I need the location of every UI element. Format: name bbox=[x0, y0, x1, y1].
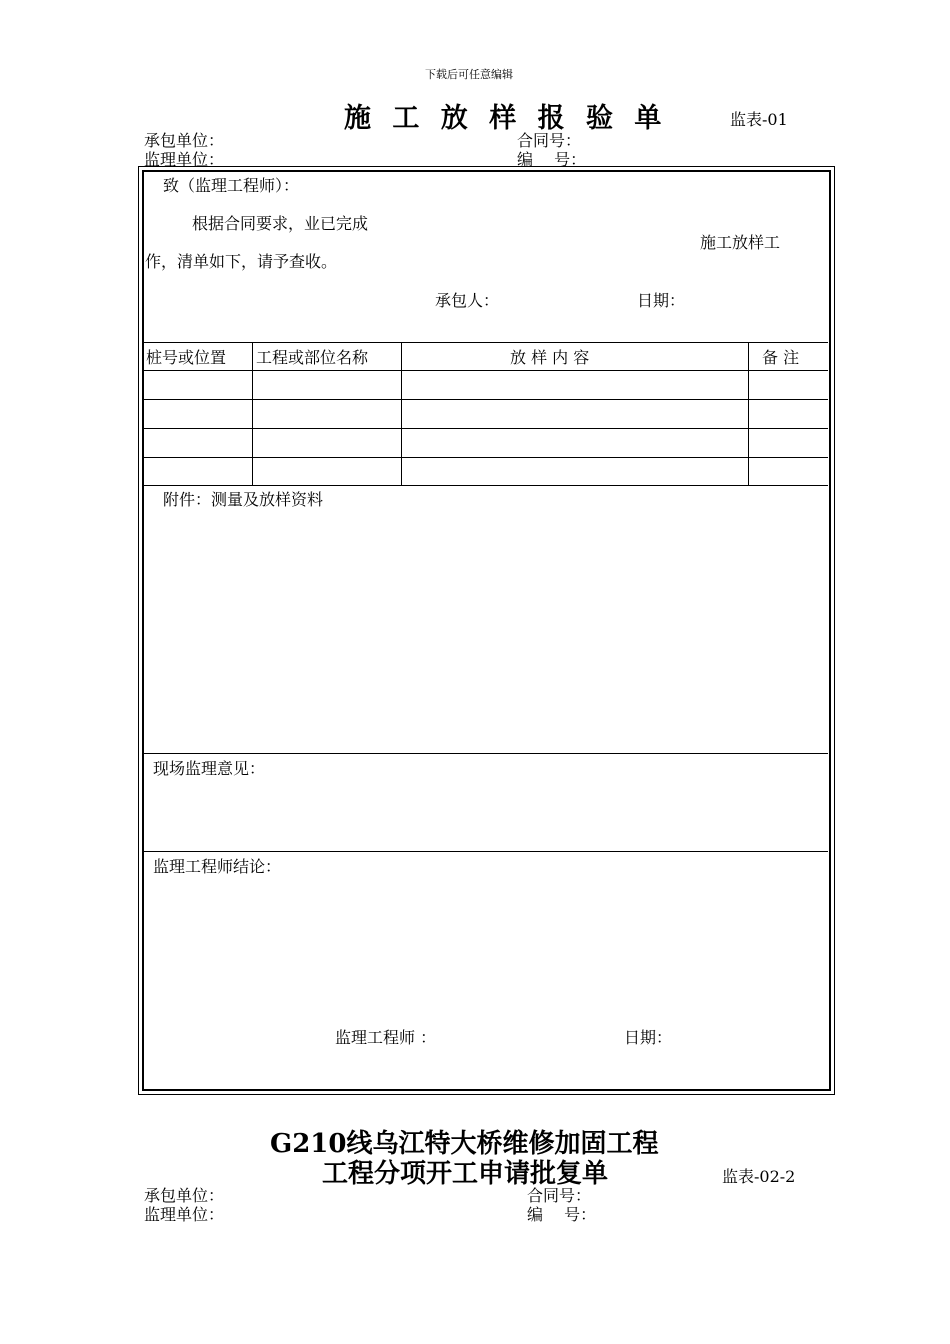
supervisor-label: 监理单位： bbox=[144, 150, 225, 169]
table-bottom-rule bbox=[144, 485, 828, 486]
header-work-name: 工程或部位名称 bbox=[256, 348, 369, 367]
form-title: 施 工 放 样 报 验 单 bbox=[344, 103, 668, 134]
body-text-line1: 根据合同要求，业已完成 bbox=[192, 214, 369, 233]
section-rule bbox=[144, 851, 828, 852]
body-text-line2: 作，清单如下，请予查收。 bbox=[145, 252, 338, 271]
table-row-rule bbox=[144, 399, 828, 400]
body-text-right: 施工放样工 bbox=[700, 233, 781, 252]
site-opinion-label: 现场监理意见： bbox=[153, 759, 266, 778]
serial-no-label: 编 号： bbox=[517, 150, 587, 169]
contractor-label: 承包单位： bbox=[144, 131, 225, 150]
form2-title-line2: 工程分项开工申请批复单 bbox=[322, 1159, 609, 1189]
header-layout-content: 放 样 内 容 bbox=[510, 348, 590, 367]
table-row-rule bbox=[144, 457, 828, 458]
table-column-rule bbox=[252, 342, 253, 485]
contractor-sign-label: 承包人： bbox=[435, 291, 500, 310]
table-top-rule bbox=[144, 342, 828, 343]
form2-title-line1: G210线乌江特大桥维修加固工程 bbox=[270, 1129, 659, 1159]
contract-no-label: 合同号： bbox=[517, 131, 582, 150]
form2-code: 监表-02-2 bbox=[722, 1167, 796, 1186]
date-label-2: 日期： bbox=[624, 1028, 673, 1047]
table-column-rule bbox=[401, 342, 402, 485]
form2-serial-no-label: 编 号： bbox=[527, 1205, 597, 1224]
to-engineer-line: 致（监理工程师）： bbox=[163, 176, 300, 195]
table-row-rule bbox=[144, 428, 828, 429]
download-note: 下载后可任意编辑 bbox=[425, 68, 513, 81]
header-station: 桩号或位置 bbox=[146, 348, 227, 367]
form2-supervisor-label: 监理单位： bbox=[144, 1205, 225, 1224]
form-code: 监表-01 bbox=[730, 110, 788, 129]
table-row-rule bbox=[144, 370, 828, 371]
engineer-sign-label: 监理工程师 ： bbox=[335, 1028, 437, 1047]
form2-contractor-label: 承包单位： bbox=[144, 1186, 225, 1205]
section-rule bbox=[144, 753, 828, 754]
form2-contract-no-label: 合同号： bbox=[527, 1186, 592, 1205]
date-label: 日期： bbox=[637, 291, 686, 310]
engineer-conclusion-label: 监理工程师结论： bbox=[153, 857, 282, 876]
header-remarks: 备 注 bbox=[762, 348, 800, 367]
attachment-label: 附件：测量及放样资料 bbox=[163, 490, 324, 509]
table-column-rule bbox=[748, 342, 749, 485]
